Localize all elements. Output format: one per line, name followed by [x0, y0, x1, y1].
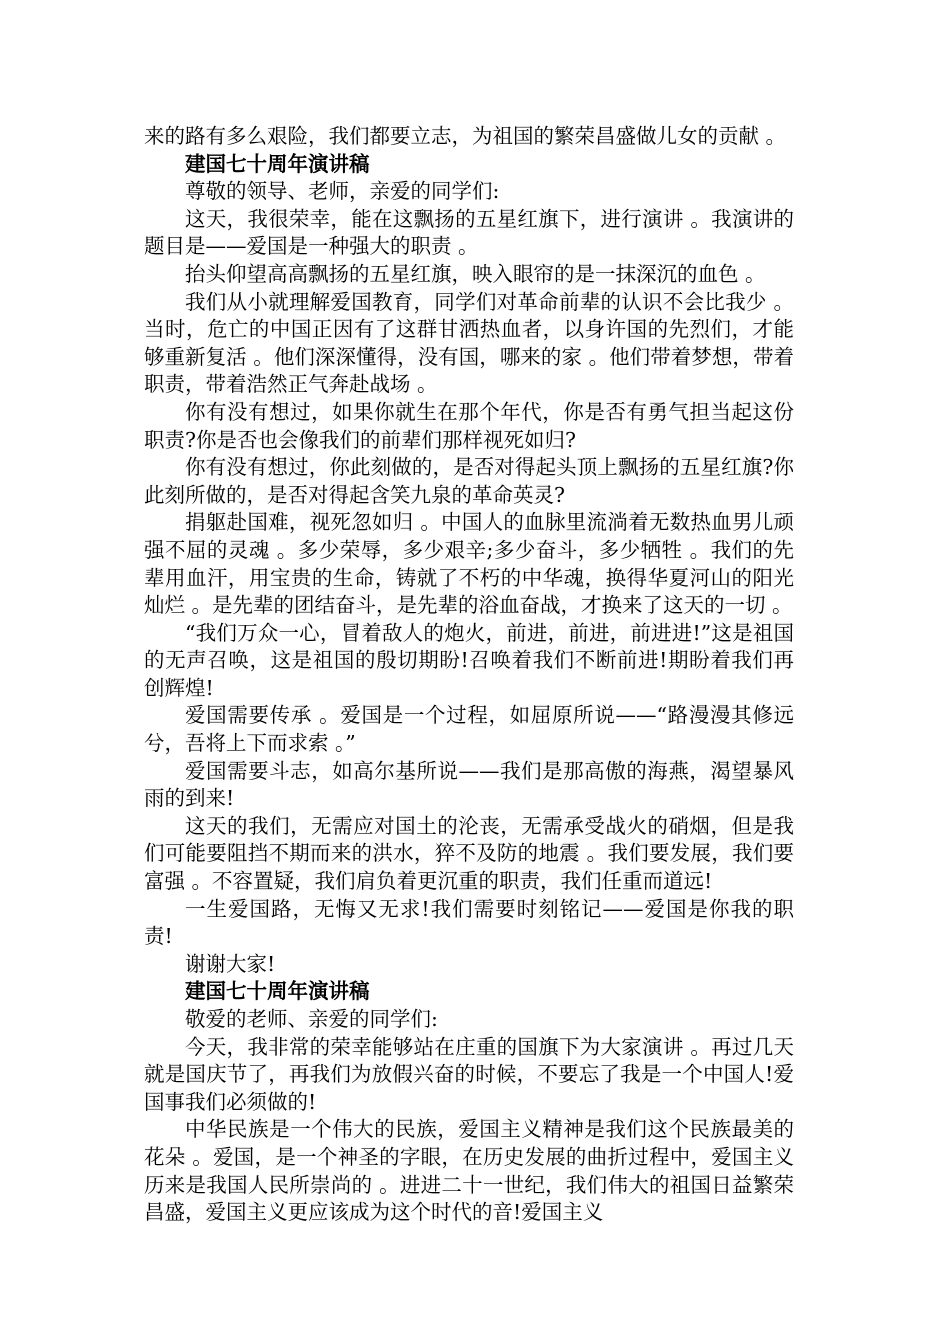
salutation: 敬爱的老师、亲爱的同学们:: [185, 1007, 438, 1031]
paragraph: 抬头仰望高高飘扬的五星红旗，映入眼帘的是一抹深沉的血色 。: [185, 261, 766, 286]
salutation: 尊敬的领导、老师，亲爱的同学们:: [185, 179, 500, 204]
paragraph: 捐躯赴国难，视死忽如归 。中国人的血脉里流淌着无数热血男儿顽强不屈的灵魂 。多少荣辱，多少艰辛;多少奋斗，多少牺牲 。我们的先辈用血汗，用宝贵的生命，铸就了不朽的中华魂，换得华夏河山的阳光灿烂 。是先辈的团结奋斗，是先辈的浴血奋战，才换来了这天的一切 。: [144, 510, 794, 618]
paragraph: 一生爱国路，无悔又无求!我们需要时刻铭记——爱国是你我的职责!: [144, 896, 794, 949]
paragraph: 爱国需要传承 。爱国是一个过程，如屈原所说——“路漫漫其修远兮，吾将上下而求索 。”: [144, 703, 794, 756]
paragraph: 你有没有想过，你此刻做的，是否对得起头顶上飘扬的五星红旗?你此刻所做的，是否对得起含笑九泉的革命英灵?: [144, 455, 794, 507]
paragraph: 今天，我非常的荣幸能够站在庄重的国旗下为大家演讲 。再过几天就是国庆节了，再我们为放假兴奋的时候，不要忘了我是一个中国人!爱国事我们必须做的!: [144, 1034, 794, 1114]
paragraph: 这天的我们，无需应对国土的沦丧，无需承受战火的硝烟，但是我们可能要阻挡不期而来的洪水，猝不及防的地震 。我们要发展，我们要富强 。不容置疑，我们肩负着更沉重的职责，我们任重而道远!: [144, 813, 794, 894]
closing-line: 谢谢大家!: [185, 951, 276, 976]
paragraph: 你有没有想过，如果你就生在那个年代，你是否有勇气担当起这份职责?你是否也会像我们的前辈们那样视死如归?: [144, 399, 794, 452]
document-page: [144, 123, 794, 1227]
paragraph: 中华民族是一个伟大的民族，爱国主义精神是我们这个民族最美的花朵 。爱国，是一个神圣的字眼，在历史发展的曲折过程中，爱国主义历来是我国人民所崇尚的 。进进二十一世纪，我们伟大的祖国日益繁荣昌盛，爱国主义更应该成为这个时代的音!爱国主义: [144, 1117, 794, 1225]
paragraph: 这天，我很荣幸，能在这飘扬的五星红旗下，进行演讲 。我演讲的题目是——爱国是一种强大的职责 。: [144, 206, 794, 259]
section-heading: 建国七十周年演讲稿: [185, 151, 370, 176]
paragraph: 爱国需要斗志，如高尔基所说——我们是那高傲的海燕，渴望暴风雨的到来!: [144, 758, 794, 811]
paragraph: “我们万众一心，冒着敌人的炮火，前进，前进，前进进!”这是祖国的无声召唤，这是祖国的殷切期盼!召唤着我们不断前进!期盼着我们再创辉煌!: [144, 620, 794, 700]
section-heading: 建国七十周年演讲稿: [185, 979, 370, 1004]
paragraph: 我们从小就理解爱国教育，同学们对革命前辈的认识不会比我少 。当时，危亡的中国正因有了这群甘洒热血者，以身许国的先烈们，才能够重新复活 。他们深深懂得，没有国，哪来的家 。他们带着梦想，带着职责，带着浩然正气奔赴战场 。: [144, 289, 794, 397]
paragraph-continuation: 来的路有多么艰险，我们都要立志，为祖国的繁荣昌盛做儿女的贡献 。: [144, 124, 787, 148]
